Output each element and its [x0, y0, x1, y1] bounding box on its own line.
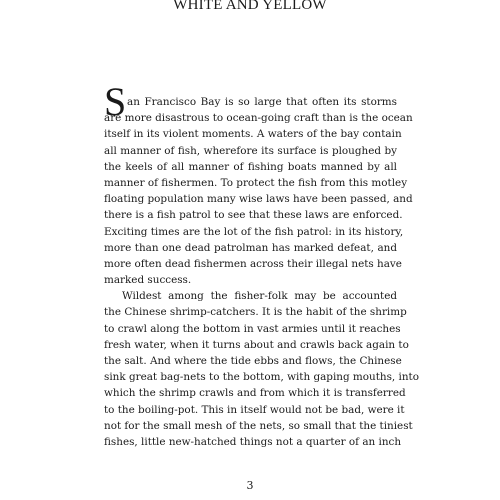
paragraph-line: which the shrimp crawls and from which it is transferred	[104, 387, 406, 400]
paragraph-line-text: an Francisco Bay is so large that often its storms	[127, 96, 397, 108]
paragraph-line: Wildest among the fisher-folk may be accounted	[122, 290, 397, 303]
paragraph-line: are more disastrous to ocean-going craft than is the ocean	[104, 112, 413, 125]
paragraph-line: all manner of fish, wherefore its surface is ploughed by	[104, 144, 397, 157]
paragraph-line: not for the small mesh of the nets, so small that the tiniest	[104, 419, 413, 432]
paragraph-line: floating population many wise laws have been passed, and	[104, 193, 413, 206]
paragraph-line: more often dead fishermen across their illegal nets have	[104, 257, 402, 270]
paragraph-line: the keels of all manner of fishing boats manned by all	[104, 160, 397, 173]
paragraph-line: to crawl along the bottom in vast armies until it reaches	[104, 322, 401, 335]
paragraph-line: itself in its violent moments. A waters of the bay contain	[104, 128, 402, 141]
paragraph-2	[104, 288, 419, 450]
paragraph-line: the salt. And where the tide ebbs and flows, the Chinese	[104, 355, 402, 367]
paragraph-line: more than one dead patrolman has marked defeat, and	[104, 241, 397, 254]
paragraph-line: manner of fishermen. To protect the fish from this motley	[104, 176, 408, 189]
paragraph-1	[104, 79, 413, 288]
body-text	[104, 79, 419, 450]
chapter-title: WHITE AND YELLOW	[173, 0, 327, 13]
drop-cap: S	[104, 79, 127, 124]
paragraph-line: Exciting times are the lot of the fish patrol: in its history,	[104, 225, 404, 238]
paragraph-line: the Chinese shrimp-catchers. It is the habit of the shrimp	[104, 306, 407, 319]
paragraph-line: sink great bag-nets to the bottom, with gaping mouths, into	[104, 371, 419, 384]
paragraph-line: to the boiling-pot. This in itself would not be bad, were it	[104, 403, 405, 416]
paragraph-line: marked success.	[104, 274, 192, 287]
page-number: 3	[246, 479, 254, 492]
paragraph-line: fresh water, when it turns about and crawls back again to	[104, 338, 409, 351]
paragraph-line: fishes, little new-hatched things not a quarter of an inch	[104, 435, 402, 448]
paragraph-line: there is a fish patrol to see that these laws are enforced.	[104, 209, 403, 222]
